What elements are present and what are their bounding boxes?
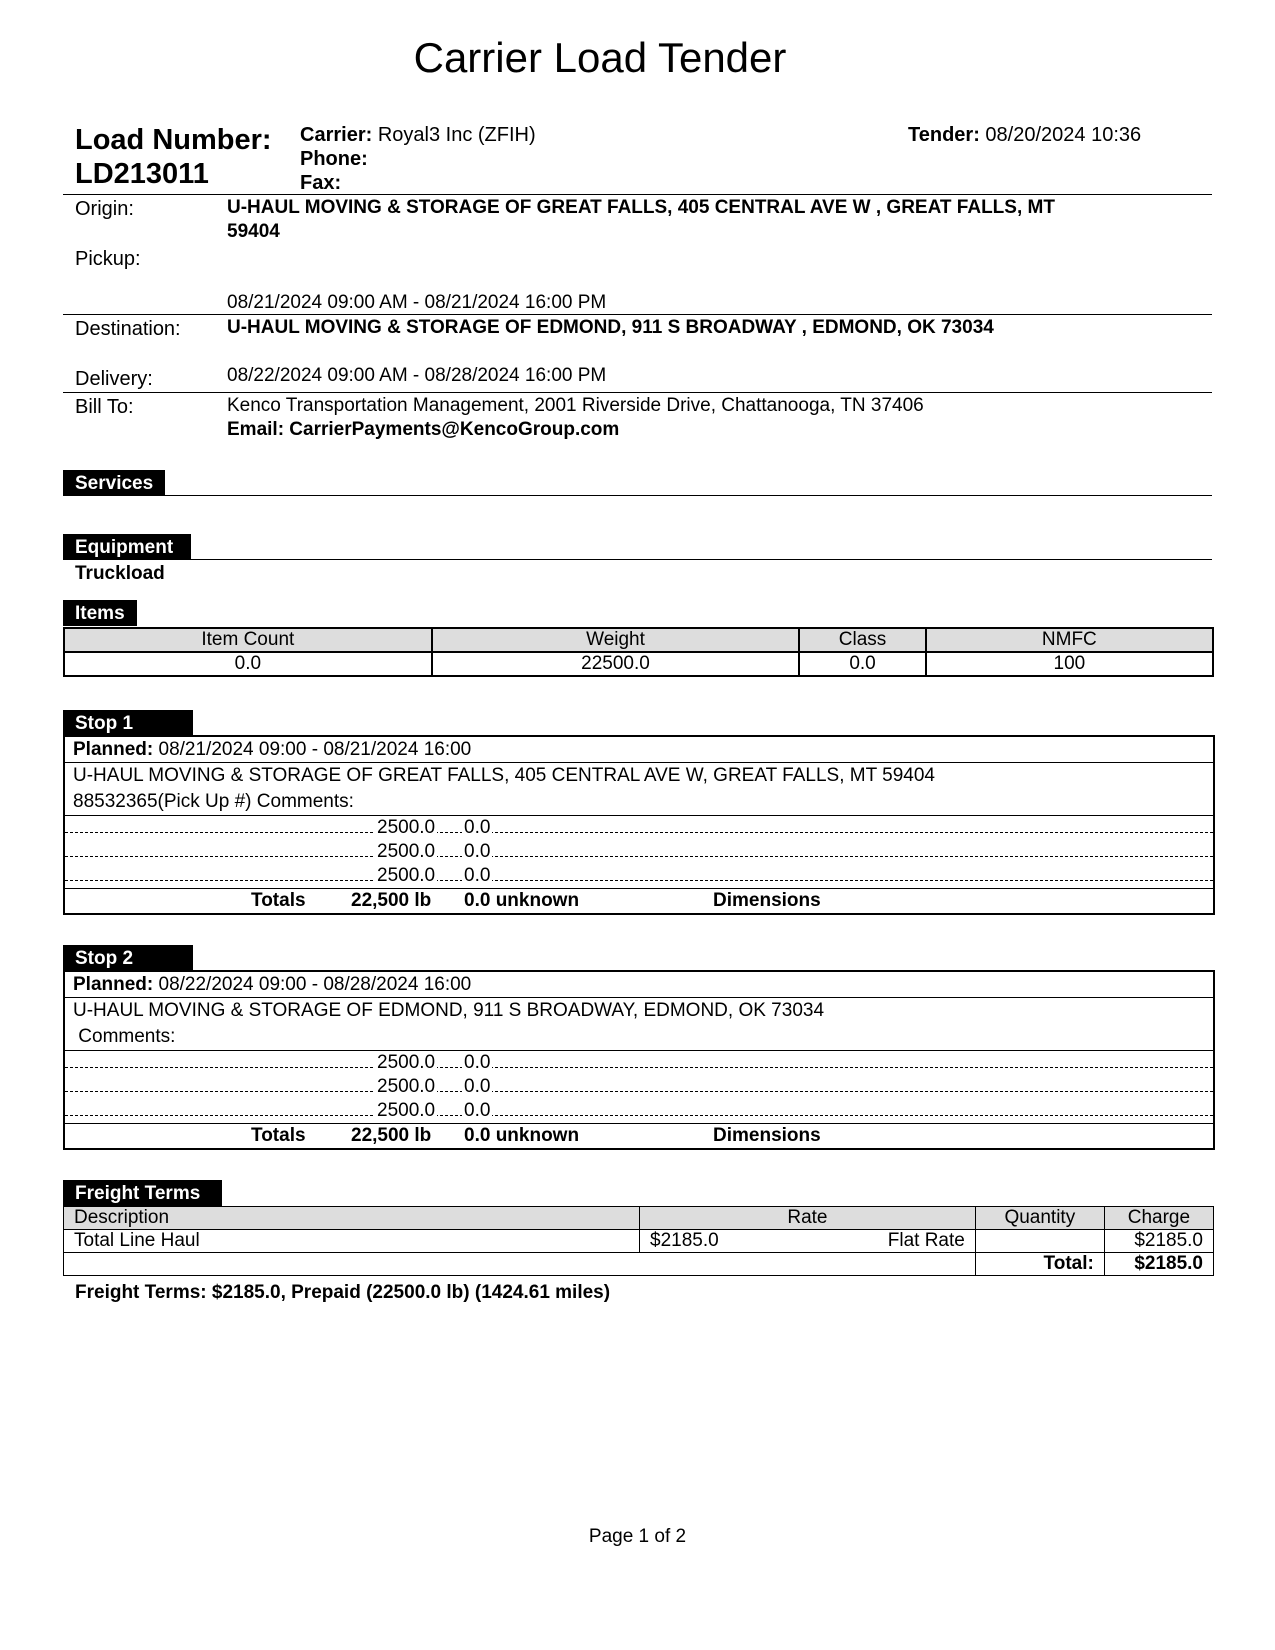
pickup-window: 08/21/2024 09:00 AM - 08/21/2024 16:00 PM xyxy=(227,292,607,313)
total-qty: 0.0 unknown xyxy=(464,1125,580,1146)
cell-description: Total Line Haul xyxy=(64,1230,640,1253)
planned-window: 08/21/2024 09:00 - 08/21/2024 16:00 xyxy=(158,739,472,760)
phone-label: Phone: xyxy=(300,148,368,170)
stop-2-lines xyxy=(65,1051,1213,1148)
line-qty: 0.0 xyxy=(464,1076,491,1097)
delivery-window: 08/22/2024 09:00 AM - 08/28/2024 16:00 PM xyxy=(227,365,607,386)
bill-to-label: Bill To: xyxy=(75,396,134,418)
fax-label: Fax: xyxy=(300,172,342,194)
cell-nmfc: 100 xyxy=(926,652,1213,676)
totals-label: Totals xyxy=(251,1125,306,1146)
line-qty: 0.0 xyxy=(464,865,491,886)
col-item-count: Item Count xyxy=(64,628,432,652)
items-header: Items xyxy=(63,600,137,626)
line-weight: 2500.0 xyxy=(377,817,436,838)
cell-item-count: 0.0 xyxy=(64,652,432,676)
stop-comments: 88532365(Pick Up #) Comments: xyxy=(73,791,354,812)
carrier-value: Royal3 Inc (ZFIH) xyxy=(377,124,536,146)
freight-summary: Freight Terms: $2185.0, Prepaid (22500.0 lb) (1424.61 miles) xyxy=(75,1282,611,1303)
line-weight: 2500.0 xyxy=(377,1076,436,1097)
destination-address: U-HAUL MOVING & STORAGE OF EDMOND, 911 S BROADWAY , EDMOND, OK 73034 xyxy=(227,317,994,338)
stop-2-planned xyxy=(65,972,1213,998)
stop-totals xyxy=(65,888,1213,913)
stop-1-lines xyxy=(65,816,1213,913)
table-row xyxy=(64,1230,1214,1253)
col-class: Class xyxy=(799,628,925,652)
table-header-row xyxy=(64,1207,1214,1230)
carrier-line xyxy=(300,124,536,147)
load-number: LD213011 xyxy=(75,158,209,190)
col-nmfc: NMFC xyxy=(926,628,1213,652)
stop-line xyxy=(65,1051,1213,1075)
total-value: $2185.0 xyxy=(1104,1253,1213,1276)
total-label: Total: xyxy=(975,1253,1104,1276)
stop-address: U-HAUL MOVING & STORAGE OF GREAT FALLS, 405 CENTRAL AVE W, GREAT FALLS, MT 59404 xyxy=(73,765,935,786)
freight-table xyxy=(63,1206,1214,1276)
planned-label: Planned: xyxy=(73,739,154,760)
col-rate: Rate xyxy=(640,1207,976,1230)
table-total-row xyxy=(64,1253,1214,1276)
equipment-header: Equipment xyxy=(63,534,191,560)
cell-rate: $2185.0 xyxy=(640,1230,800,1253)
divider xyxy=(63,559,1212,560)
line-qty: 0.0 xyxy=(464,1052,491,1073)
line-weight: 2500.0 xyxy=(377,841,436,862)
destination-label: Destination: xyxy=(75,318,181,340)
line-weight: 2500.0 xyxy=(377,1052,436,1073)
table-header-row xyxy=(64,628,1213,652)
col-charge: Charge xyxy=(1104,1207,1213,1230)
stop-1-planned xyxy=(65,737,1213,763)
tender-value: 08/20/2024 10:36 xyxy=(985,124,1142,146)
dimensions-label: Dimensions xyxy=(713,890,821,911)
divider xyxy=(63,194,1212,195)
total-weight: 22,500 lb xyxy=(351,890,432,911)
stop-1-header: Stop 1 xyxy=(63,710,193,736)
total-weight: 22,500 lb xyxy=(351,1125,432,1146)
delivery-label: Delivery: xyxy=(75,368,153,390)
page-title: Carrier Load Tender xyxy=(413,34,787,81)
tender-label: Tender: xyxy=(908,124,980,146)
origin-address-line2: 59404 xyxy=(227,221,280,242)
stop-line xyxy=(65,1099,1213,1123)
stop-comments: Comments: xyxy=(73,1026,176,1047)
items-table xyxy=(63,627,1214,677)
col-weight: Weight xyxy=(432,628,800,652)
line-weight: 2500.0 xyxy=(377,865,436,886)
page-number: Page 1 of 2 xyxy=(588,1526,687,1547)
origin-label: Origin: xyxy=(75,198,134,220)
planned-label: Planned: xyxy=(73,974,154,995)
stop-address: U-HAUL MOVING & STORAGE OF EDMOND, 911 S BROADWAY, EDMOND, OK 73034 xyxy=(73,1000,825,1021)
stop-line xyxy=(65,1075,1213,1099)
cell-quantity xyxy=(975,1230,1104,1253)
line-qty: 0.0 xyxy=(464,841,491,862)
divider xyxy=(63,392,1212,393)
line-weight: 2500.0 xyxy=(377,1100,436,1121)
stop-line xyxy=(65,864,1213,888)
tender-line xyxy=(908,124,1141,147)
col-description: Description xyxy=(64,1207,640,1230)
stop-2-address-block xyxy=(65,998,1213,1051)
equipment-value: Truckload xyxy=(75,563,165,584)
freight-terms-header: Freight Terms xyxy=(63,1180,222,1206)
pickup-label: Pickup: xyxy=(75,248,141,270)
load-number-label: Load Number: xyxy=(75,124,272,156)
stop-line xyxy=(65,816,1213,840)
cell-charge: $2185.0 xyxy=(1104,1230,1213,1253)
bill-to-email: Email: CarrierPayments@KencoGroup.com xyxy=(227,419,620,440)
carrier-label: Carrier: xyxy=(300,124,373,146)
stop-1-box xyxy=(63,735,1215,915)
divider xyxy=(63,495,1212,496)
col-quantity: Quantity xyxy=(975,1207,1104,1230)
stop-1-address-block xyxy=(65,763,1213,816)
line-qty: 0.0 xyxy=(464,817,491,838)
line-qty: 0.0 xyxy=(464,1100,491,1121)
stop-totals xyxy=(65,1123,1213,1148)
stop-2-box xyxy=(63,970,1215,1150)
cell-rate-type: Flat Rate xyxy=(800,1230,975,1253)
bill-to-address: Kenco Transportation Management, 2001 Riverside Drive, Chattanooga, TN 37406 xyxy=(227,395,924,416)
origin-address-line1: U-HAUL MOVING & STORAGE OF GREAT FALLS, 405 CENTRAL AVE W , GREAT FALLS, MT xyxy=(227,197,1055,218)
stop-line xyxy=(65,840,1213,864)
total-qty: 0.0 unknown xyxy=(464,890,580,911)
dimensions-label: Dimensions xyxy=(713,1125,821,1146)
totals-label: Totals xyxy=(251,890,306,911)
cell-class: 0.0 xyxy=(799,652,925,676)
table-row xyxy=(64,652,1213,676)
cell-weight: 22500.0 xyxy=(432,652,800,676)
stop-2-header: Stop 2 xyxy=(63,945,193,971)
services-header: Services xyxy=(63,470,165,496)
divider xyxy=(63,314,1212,315)
planned-window: 08/22/2024 09:00 - 08/28/2024 16:00 xyxy=(158,974,472,995)
